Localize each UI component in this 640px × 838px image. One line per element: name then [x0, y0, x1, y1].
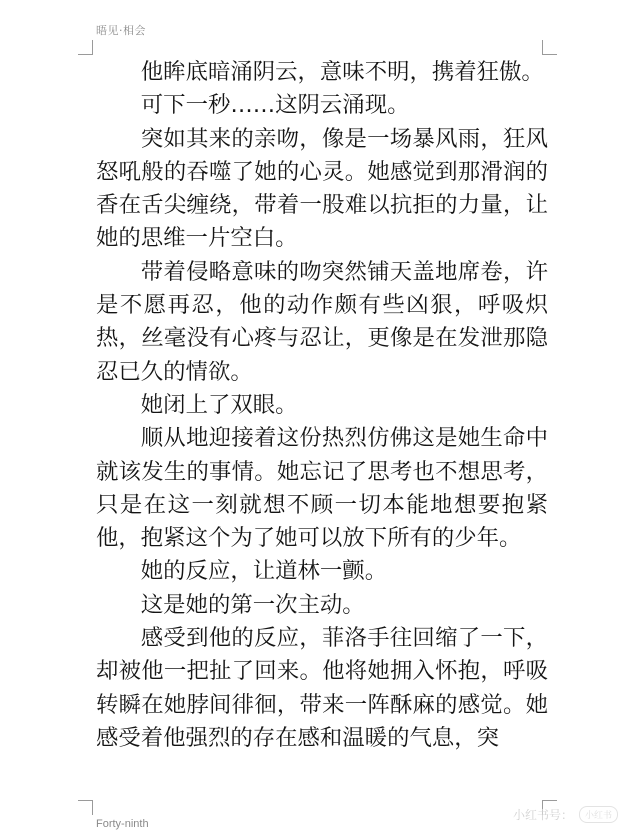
- document-body: [96, 56, 548, 755]
- crop-mark-bottom-left: [78, 800, 93, 815]
- watermark: [513, 806, 618, 823]
- paragraph: 感受到他的反应，菲洛手往回缩了一下，却被他一把扯了回来。他将她拥入怀抱，呼吸转瞬在她脖间徘徊，带来一阵酥麻的感觉。她感受着他强烈的存在感和温暖的气息，突: [96, 625, 548, 751]
- paragraph: 带着侵略意味的吻突然铺天盖地席卷，许是不愿再忍，他的动作颇有些凶狠，呼吸炽热，丝毫没有心疼与忍让，更像是在发泄那隐忍已久的情欲。: [96, 258, 548, 385]
- paragraph: 他眸底暗涌阴云，意味不明，携着狂傲。: [140, 59, 544, 85]
- watermark-text: 小红书号：: [512, 808, 573, 822]
- page-header: 晤见·相会: [96, 24, 146, 37]
- paragraph: 突如其来的亲吻，像是一场暴风雨，狂风怒吼般的吞噬了她的心灵。她感觉到那滑润的香在舌尖缠绕，带着一股难以抗拒的力量，让她的思维一片空白。: [96, 125, 548, 252]
- watermark-logo: 小红书: [579, 806, 618, 823]
- crop-mark-top-right: [542, 40, 557, 55]
- paragraph: 可下一秒……这阴云涌现。: [140, 92, 410, 119]
- paragraph: 她闭上了双眼。: [140, 391, 298, 418]
- paragraph: 顺从地迎接着这份热烈仿佛这是她生命中就该发生的事情。她忘记了思考也不想思考，只是在这一刻就想不顾一切本能地想要抱紧他，抱紧这个为了她可以放下所有的少年。: [96, 425, 548, 552]
- paragraph: 她的反应，让道林一颤。: [140, 558, 388, 585]
- crop-mark-top-left: [78, 40, 93, 55]
- paragraph: 这是她的第一次主动。: [140, 591, 365, 618]
- page-footer: Forty-ninth: [96, 818, 149, 830]
